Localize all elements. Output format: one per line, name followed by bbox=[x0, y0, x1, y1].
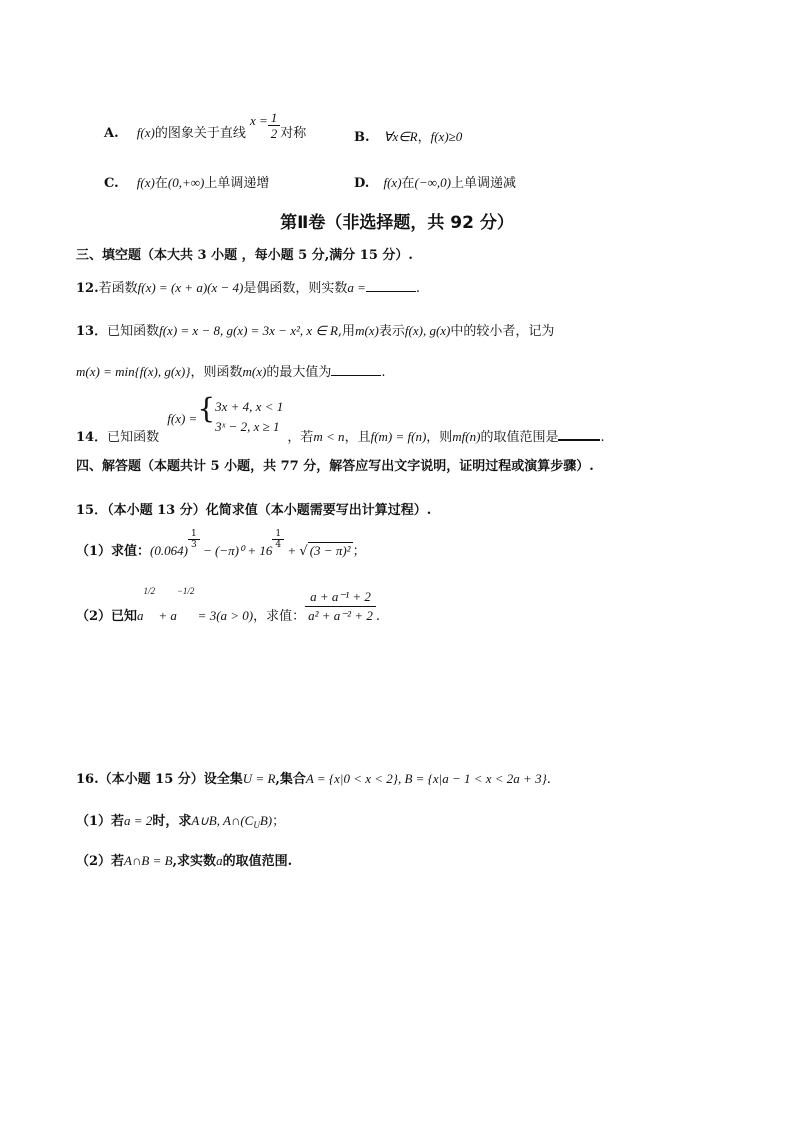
q15-p2-exp1: 1/2 bbox=[143, 586, 156, 596]
q16-p2-math2: a bbox=[216, 853, 223, 868]
section-title: 第Ⅱ卷（非选择题，共 92 分） bbox=[280, 213, 514, 233]
q16-part2 bbox=[76, 850, 292, 869]
q13-text1: 已知函数 bbox=[107, 324, 160, 339]
q16-num: 16. bbox=[76, 772, 99, 787]
q15-p1-end: ； bbox=[352, 544, 366, 559]
option-a-text1: 的图象关于直线 bbox=[154, 126, 246, 141]
option-c-func: f(x) bbox=[136, 175, 155, 190]
option-a bbox=[104, 110, 307, 149]
question-13 bbox=[76, 320, 554, 339]
q14-rest bbox=[287, 430, 604, 445]
q16-p1-math3: B) bbox=[259, 813, 273, 828]
q13-text4: 中的较小者，记为 bbox=[450, 324, 555, 339]
option-b-math1: ∀x∈R bbox=[383, 129, 418, 144]
q13-line2-math: m(x) = min{f(x), g(x)} bbox=[76, 364, 191, 379]
q16-head-math: U = R bbox=[242, 771, 276, 786]
q15-p2-exp2: −1/2 bbox=[176, 586, 195, 596]
q15-p2-eq: = 3(a > 0) bbox=[194, 608, 254, 623]
option-d-interval: (−∞,0) bbox=[414, 175, 451, 190]
q15-p2-label: （2）已知 bbox=[76, 609, 138, 624]
q16-head-text: （本小题 15 分）设全集 bbox=[98, 772, 243, 787]
q14-text4: ，则 bbox=[426, 430, 453, 445]
q16-p1-text: 时，求 bbox=[152, 814, 192, 829]
q16-p2-math: A∩B = B bbox=[124, 853, 173, 868]
q16-heading bbox=[76, 768, 551, 787]
q13-math2: m(x) bbox=[355, 323, 379, 338]
q14-cases bbox=[215, 397, 283, 437]
q15-p2-base1: a bbox=[137, 608, 144, 623]
part4-heading: 四、解答题（本题共计 5 小题，共 77 分，解答应写出文字说明，证明过程或演算步骤）. bbox=[76, 459, 594, 474]
q12-num: 12. bbox=[76, 281, 99, 296]
q16-p1-math: a = 2 bbox=[124, 813, 153, 828]
part3-heading: 三、填空题（本大共 3 小题 ，每小题 5 分,满分 15 分）. bbox=[76, 248, 413, 263]
q13-end: . bbox=[381, 365, 386, 380]
q13-line2-text2: 的最大值为 bbox=[266, 365, 332, 380]
q12-math2: a = bbox=[347, 280, 366, 295]
q16-p2-text2: 的取值范围. bbox=[222, 854, 293, 869]
q15-part2 bbox=[76, 588, 380, 625]
q15-p1-sqrt-sign: √ bbox=[299, 544, 308, 559]
q15-p1-radicand: (3 − π)² bbox=[309, 543, 351, 558]
q13-line2-math2: m(x) bbox=[242, 364, 267, 379]
q12-text1: 若函数 bbox=[98, 281, 138, 296]
option-b-math2: f(x)≥0 bbox=[430, 129, 463, 144]
q15-p2-fraction: $\frac{\text{a + a⁻¹ + 2}}{\text{a² + a⁻² + 2}}$ bbox=[305, 588, 376, 625]
q13-num: 13． bbox=[76, 324, 108, 339]
option-a-fraction: $\frac{1}{2}$ bbox=[268, 110, 281, 141]
q14-piecewise bbox=[167, 392, 284, 437]
q13-text3: 表示 bbox=[378, 324, 405, 339]
q12-end: . bbox=[415, 281, 421, 296]
q16-head-math2: A = {x|0 < x < 2}, B = {x|a − 1 < x < 2a + 3} bbox=[305, 771, 547, 786]
q14-text1: 已知函数 bbox=[107, 430, 160, 445]
q15-p1-mid: − (−π)⁰ + 16 bbox=[199, 543, 273, 558]
q13-math3: f(x), g(x) bbox=[404, 323, 451, 338]
q14-answer-blank[interactable] bbox=[558, 427, 600, 441]
q15-p1-exp1: $\frac{1}{3}$ bbox=[188, 529, 200, 550]
q14-brace: { bbox=[197, 392, 216, 425]
q16-head-end: . bbox=[546, 772, 551, 787]
q16-p1-label: （1）若 bbox=[76, 814, 125, 829]
q14-case1: 3x + 4, x < 1 bbox=[215, 399, 284, 414]
q13-answer-blank[interactable] bbox=[331, 363, 381, 376]
q15-heading: 15．（本小题 13 分）化简求值（本小题需要写出计算过程）. bbox=[76, 503, 432, 518]
q14-math3: f(m) = f(n) bbox=[370, 429, 427, 444]
q16-p1-sub: U bbox=[253, 820, 260, 830]
q14-math2: m < n bbox=[313, 429, 345, 444]
question-12 bbox=[76, 277, 420, 296]
q15-p1-plus: + bbox=[284, 543, 300, 558]
q16-part1 bbox=[76, 810, 285, 829]
q13-math: f(x) = x − 8, g(x) = 3x − x², x ∈ R bbox=[159, 323, 338, 338]
option-d-label: D. bbox=[354, 176, 370, 191]
q14-text5: 的取值范围是 bbox=[480, 430, 559, 445]
q13-line2-text: ，则函数 bbox=[190, 365, 243, 380]
q14-text2: ，若 bbox=[287, 430, 314, 445]
question-13-line2 bbox=[76, 361, 385, 380]
option-b-label: B. bbox=[354, 130, 370, 145]
q15-p1-exp2: $\frac{1}{4}$ bbox=[272, 529, 284, 550]
q14-num: 14． bbox=[76, 430, 108, 445]
q15-p2-mid: + a bbox=[155, 608, 177, 623]
option-b bbox=[354, 126, 462, 145]
q12-text2: 是偶函数，则实数 bbox=[243, 281, 348, 296]
option-c-text2: 上单调递增 bbox=[204, 176, 270, 191]
option-c bbox=[104, 172, 269, 191]
option-d-func: f(x) bbox=[383, 175, 402, 190]
option-a-text2: 对称 bbox=[280, 126, 307, 141]
option-c-interval: (0,+∞) bbox=[167, 175, 205, 190]
option-a-math: x = bbox=[249, 113, 268, 128]
q16-p2-label: （2）若 bbox=[76, 854, 125, 869]
q15-p2-end: . bbox=[375, 609, 380, 624]
q16-p1-end: ； bbox=[272, 814, 286, 829]
q14-math4: mf(n) bbox=[452, 429, 481, 444]
q15-p1-label: （1）求值： bbox=[76, 544, 151, 559]
q16-p1-math2: A∪B, A∩(C bbox=[191, 813, 254, 828]
q14-case2: 3ˣ − 2, x ≥ 1 bbox=[215, 419, 280, 434]
option-a-func: f(x) bbox=[136, 125, 155, 140]
q14-text3: ，且 bbox=[344, 430, 371, 445]
option-d bbox=[354, 172, 516, 191]
q15-p2-text: ，求值： bbox=[253, 609, 306, 624]
q16-head-text2: ,集合 bbox=[275, 772, 306, 787]
q15-p1-base: (0.064) bbox=[150, 543, 188, 558]
option-c-label: C. bbox=[104, 176, 119, 191]
q14-end: . bbox=[600, 430, 605, 445]
option-d-text2: 上单调递减 bbox=[451, 176, 517, 191]
option-c-text1: 在 bbox=[154, 176, 168, 191]
q15-part1 bbox=[76, 529, 366, 562]
q12-answer-blank[interactable] bbox=[366, 279, 416, 292]
q14-math-f: f(x) = bbox=[167, 410, 198, 426]
option-d-text1: 在 bbox=[401, 176, 415, 191]
option-b-sep: ， bbox=[417, 130, 431, 145]
q12-math: f(x) = (x + a)(x − 4) bbox=[137, 280, 244, 295]
question-14 bbox=[76, 392, 605, 445]
option-a-label: A. bbox=[104, 126, 119, 141]
q13-text2: ,用 bbox=[337, 324, 356, 339]
q16-p2-text: ,求实数 bbox=[172, 854, 217, 869]
